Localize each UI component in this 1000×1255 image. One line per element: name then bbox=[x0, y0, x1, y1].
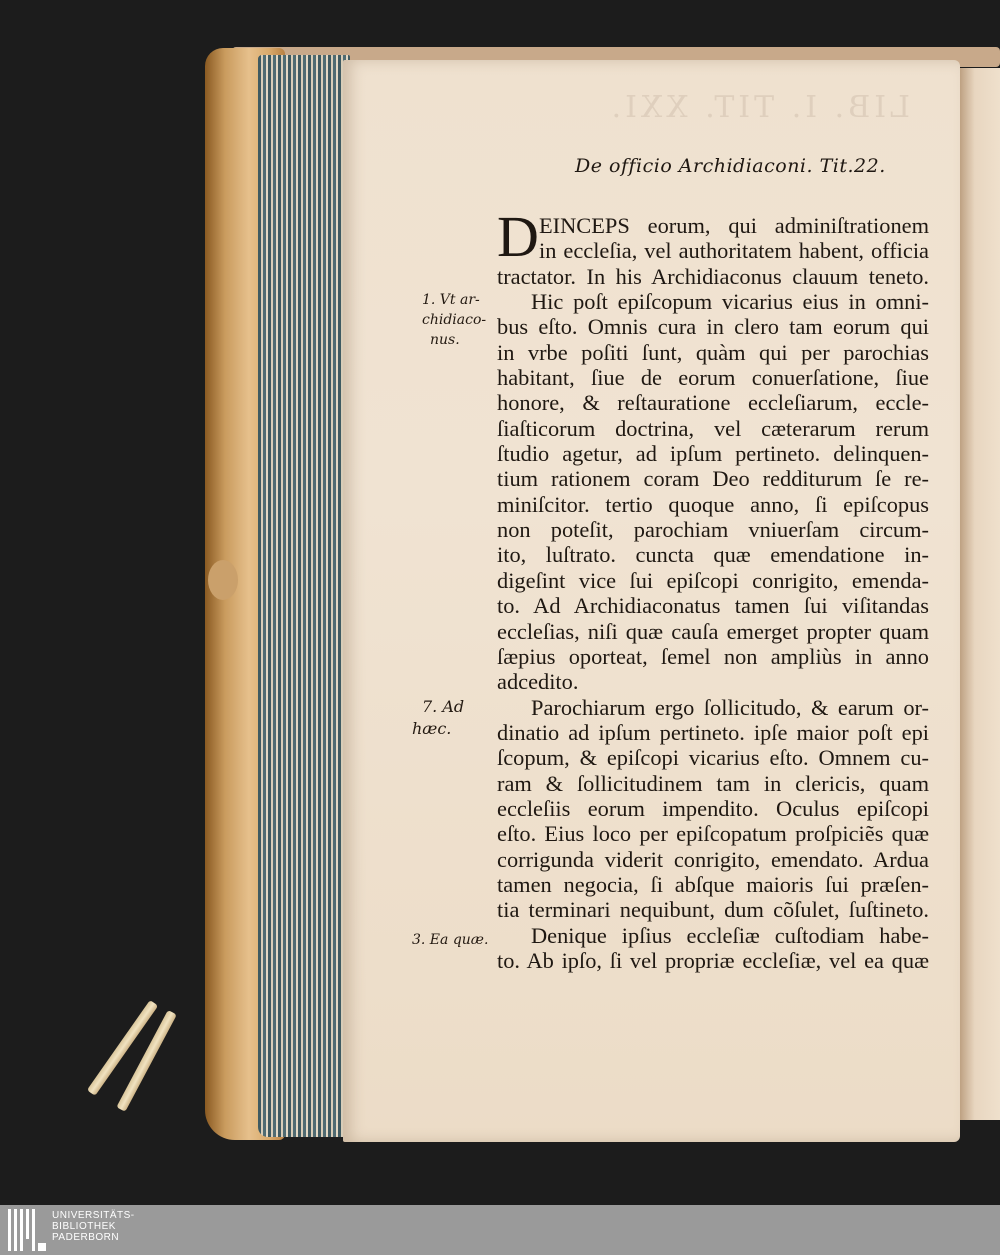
logo-line-3: PADERBORN bbox=[52, 1232, 120, 1243]
paragraph-4 bbox=[497, 923, 929, 974]
text-line: miniſcitor. tertio quoque anno, ſi epiſcopus bbox=[497, 491, 929, 517]
margin-note-line: chidiaco- bbox=[422, 312, 487, 328]
text-line: ſcopum, & epiſcopi vicarius eſto. Omnem cu- bbox=[497, 745, 929, 771]
paragraph-3 bbox=[497, 695, 929, 923]
text-line: ſæpius oporteat, ſemel non ampliùs in anno bbox=[497, 643, 929, 669]
running-head: De officio Archidiaconi. Tit.22. bbox=[575, 155, 886, 177]
text-line: ſtudio agetur, ad ipſum pertineto. delinquen- bbox=[497, 441, 929, 467]
margin-note-line: nus. bbox=[430, 332, 460, 348]
text-line: tia terminari nequibunt, dum cõſulet, ſuſtineto. bbox=[497, 897, 929, 923]
text-line: non poteſit, parochiam vniuerſam circum- bbox=[497, 517, 929, 543]
text-line: tractator. In his Archidiaconus clauum teneto. bbox=[497, 263, 929, 289]
text-line: ito, luſtrato. cuncta quæ emendatione in- bbox=[497, 542, 929, 568]
facing-page-edge bbox=[958, 68, 1000, 1120]
text-line: tamen negocia, ſi abſque maioris ſui præſen- bbox=[497, 871, 929, 897]
ribbon-tie-2 bbox=[116, 1010, 176, 1112]
library-footer bbox=[0, 1205, 1000, 1255]
drop-cap: D bbox=[497, 204, 539, 269]
text-line: ram & ſollicitudinem tam in clericis, quam bbox=[497, 770, 929, 796]
library-logo-icon bbox=[8, 1209, 48, 1251]
text-line: in eccleſia, vel authoritatem habent, officia bbox=[539, 238, 929, 264]
library-logo-text bbox=[52, 1210, 135, 1243]
page-block-edge bbox=[258, 55, 350, 1137]
text-line: to. Ab ipſo, ſi vel propriæ eccleſiæ, vel ea quæ bbox=[497, 947, 929, 973]
text-line: eccleſiis eorum impendito. Oculus epiſcopi bbox=[497, 795, 929, 821]
text-line: to. Ad Archidiaconatus tamen ſui viſitandas bbox=[497, 593, 929, 619]
text-line: bus eſto. Omnis cura in clero tam eorum qui bbox=[497, 314, 929, 340]
margin-note-line: 3. Ea quæ. bbox=[412, 932, 489, 948]
logo-line-1: UNIVERSITÄTS- bbox=[52, 1210, 135, 1221]
margin-note-line: 1. Vt ar- bbox=[422, 292, 480, 308]
text-line: Hic poſt epiſcopum vicarius eius in omni- bbox=[531, 289, 929, 315]
margin-note-1 bbox=[422, 290, 486, 350]
text-line: dinatio ad ipſum pertineto. ipſe maior poſt epi bbox=[497, 719, 929, 745]
text-line: in vrbe poſiti ſunt, quàm qui per parochias bbox=[497, 339, 929, 365]
text-line: corrigunda viderit conrigito, emendato. Ardua bbox=[497, 846, 929, 872]
text-line: ſiaſticorum doctrina, vel cæterarum rerum bbox=[497, 415, 929, 441]
text-line: eccleſias, niſi quæ cauſa emerget propter quam bbox=[497, 618, 929, 644]
text-line: honore, & reſtauratione eccleſiarum, eccle- bbox=[497, 390, 929, 416]
margin-note-line: 7. Ad bbox=[422, 697, 465, 716]
text-line: tium rationem coram Deo redditurum ſe re- bbox=[497, 466, 929, 492]
margin-note-3 bbox=[412, 930, 488, 950]
text-line: habitant, ſiue de eorum conuerſatione, ſiue bbox=[497, 365, 929, 391]
text-line: EINCEPS eorum, qui adminiſtrationem bbox=[539, 213, 929, 238]
paragraph-2 bbox=[497, 289, 929, 695]
text-line: eſto. Eius loco per epiſcopatum proſpiciẽs quæ bbox=[497, 821, 929, 847]
text-line: Denique ipſius eccleſiæ cuſtodiam habe- bbox=[531, 922, 929, 948]
logo-line-2: BIBLIOTHEK bbox=[52, 1221, 116, 1232]
paragraph-1 bbox=[497, 204, 929, 289]
text-line: digeſint vice ſui epiſcopi conrigito, emenda- bbox=[497, 567, 929, 593]
bleed-through-text: LIB. I. TIT. XXI. bbox=[607, 90, 910, 125]
page-body bbox=[497, 204, 929, 973]
margin-note-2 bbox=[412, 696, 464, 740]
cover-crease bbox=[208, 560, 238, 600]
text-line: Parochiarum ergo ſollicitudo, & earum or- bbox=[531, 694, 929, 720]
margin-note-line: hæc. bbox=[412, 719, 452, 738]
text-line: adcedito. bbox=[497, 669, 579, 695]
